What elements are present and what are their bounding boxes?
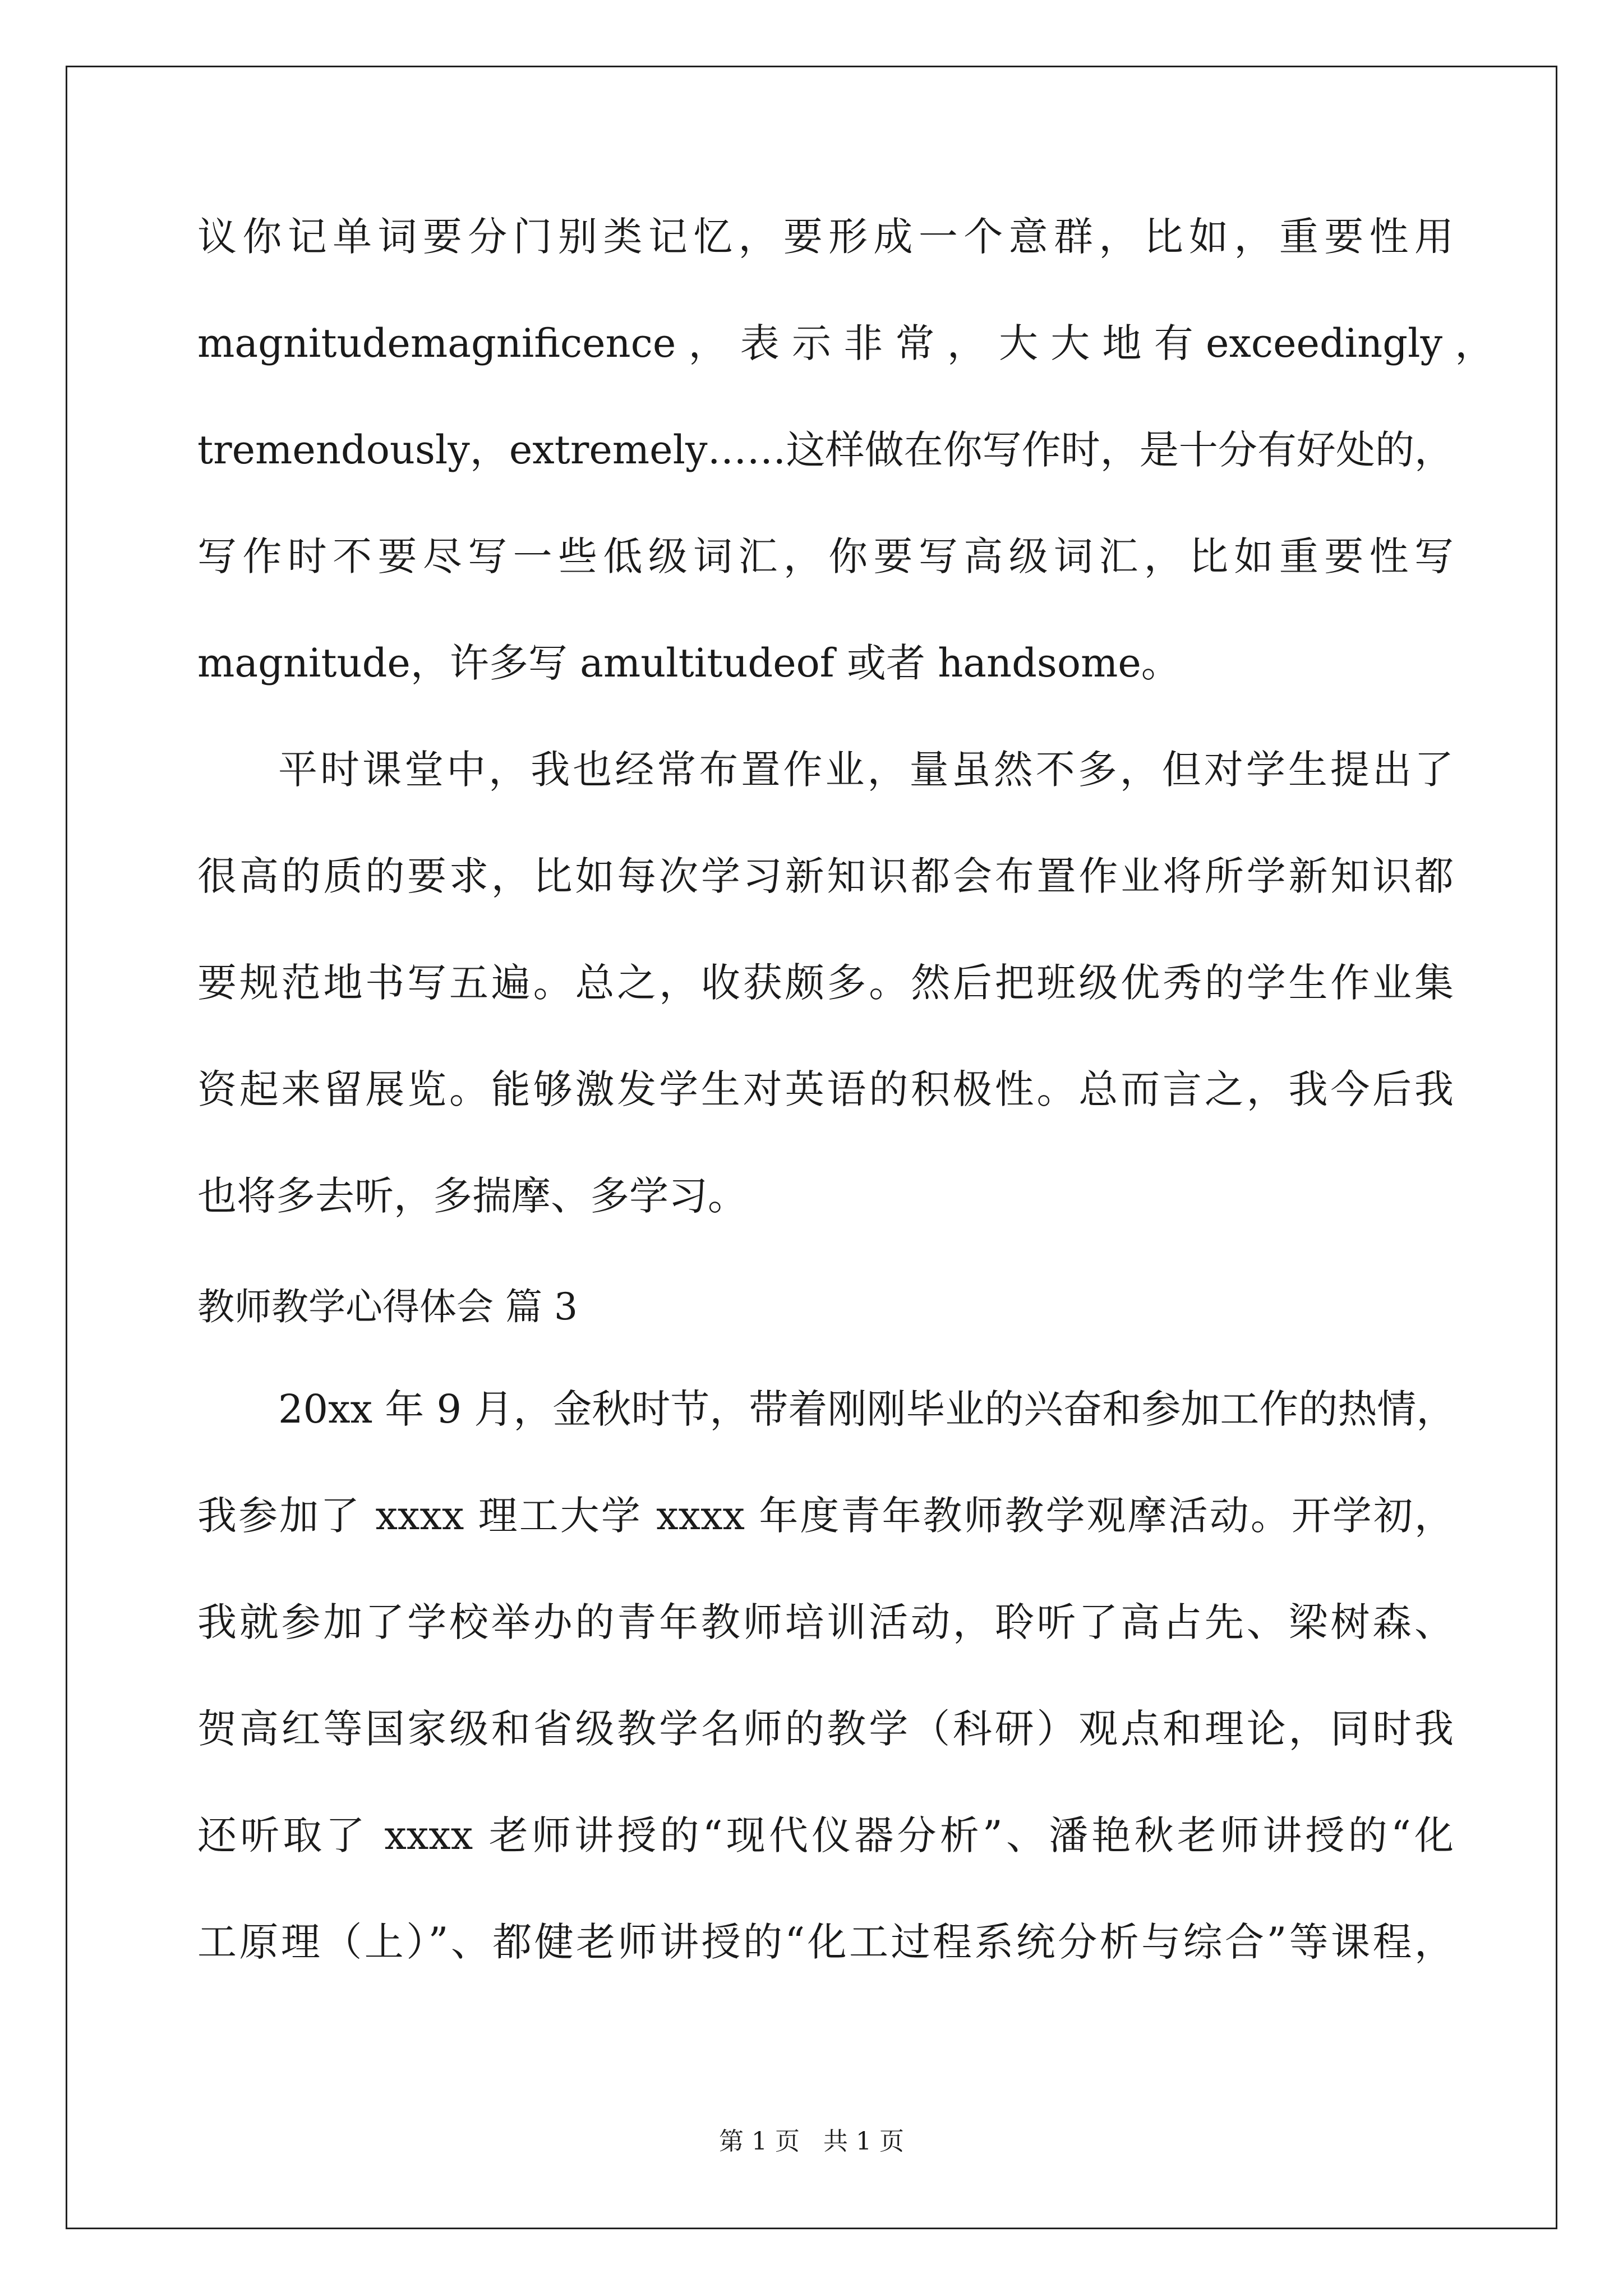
body-line: tremendously，extremely……这样做在你写作时，是十分有好处的， [197, 427, 1454, 473]
body-line: 资起来留展览。能够激发学生对英语的积极性。总而言之，我今后我 [197, 1066, 1454, 1112]
body-line: 也将多去听，多揣摩、多学习。 [197, 1173, 747, 1219]
section-heading: 教师教学心得体会 篇 3 [197, 1285, 578, 1328]
body-line: 贺高红等国家级和省级教学名师的教学（科研）观点和理论，同时我 [197, 1706, 1454, 1752]
page-border [66, 66, 1557, 2229]
body-line: 很高的质的要求，比如每次学习新知识都会布置作业将所学新知识都 [197, 853, 1454, 899]
paragraph-first-line: 平时课堂中，我也经常布置作业，量虽然不多，但对学生提出了 [278, 747, 1454, 793]
body-line: 还听取了 xxxx 老师讲授的“现代仪器分析”、潘艳秋老师讲授的“化 [197, 1812, 1454, 1858]
body-line: magnitude，许多写 amultitudeof 或者 handsome。 [197, 640, 1181, 686]
body-line: magnitudemagnificence ， 表 示 非 常 ， 大 大 地 有 exceedingly ， [197, 320, 1495, 366]
body-line: 要规范地书写五遍。总之，收获颇多。然后把班级优秀的学生作业集 [197, 960, 1454, 1006]
body-line: 议你记单词要分门别类记忆，要形成一个意群，比如，重要性用 [197, 214, 1454, 260]
body-line: 我就参加了学校举办的青年教师培训活动，聆听了高占先、梁树森、 [197, 1599, 1454, 1645]
paragraph-first-line: 20xx 年 9 月，金秋时节，带着刚刚毕业的兴奋和参加工作的热情， [278, 1386, 1456, 1432]
body-line: 写作时不要尽写一些低级词汇，你要写高级词汇，比如重要性写 [197, 533, 1454, 579]
body-line: 我参加了 xxxx 理工大学 xxxx 年度青年教师教学观摩活动。开学初， [197, 1493, 1454, 1539]
body-line: 工原理（上）”、都健老师讲授的“化工过程系统分析与综合”等课程， [197, 1919, 1454, 1965]
page-number-footer: 第 1 页 共 1 页 [719, 2127, 904, 2156]
